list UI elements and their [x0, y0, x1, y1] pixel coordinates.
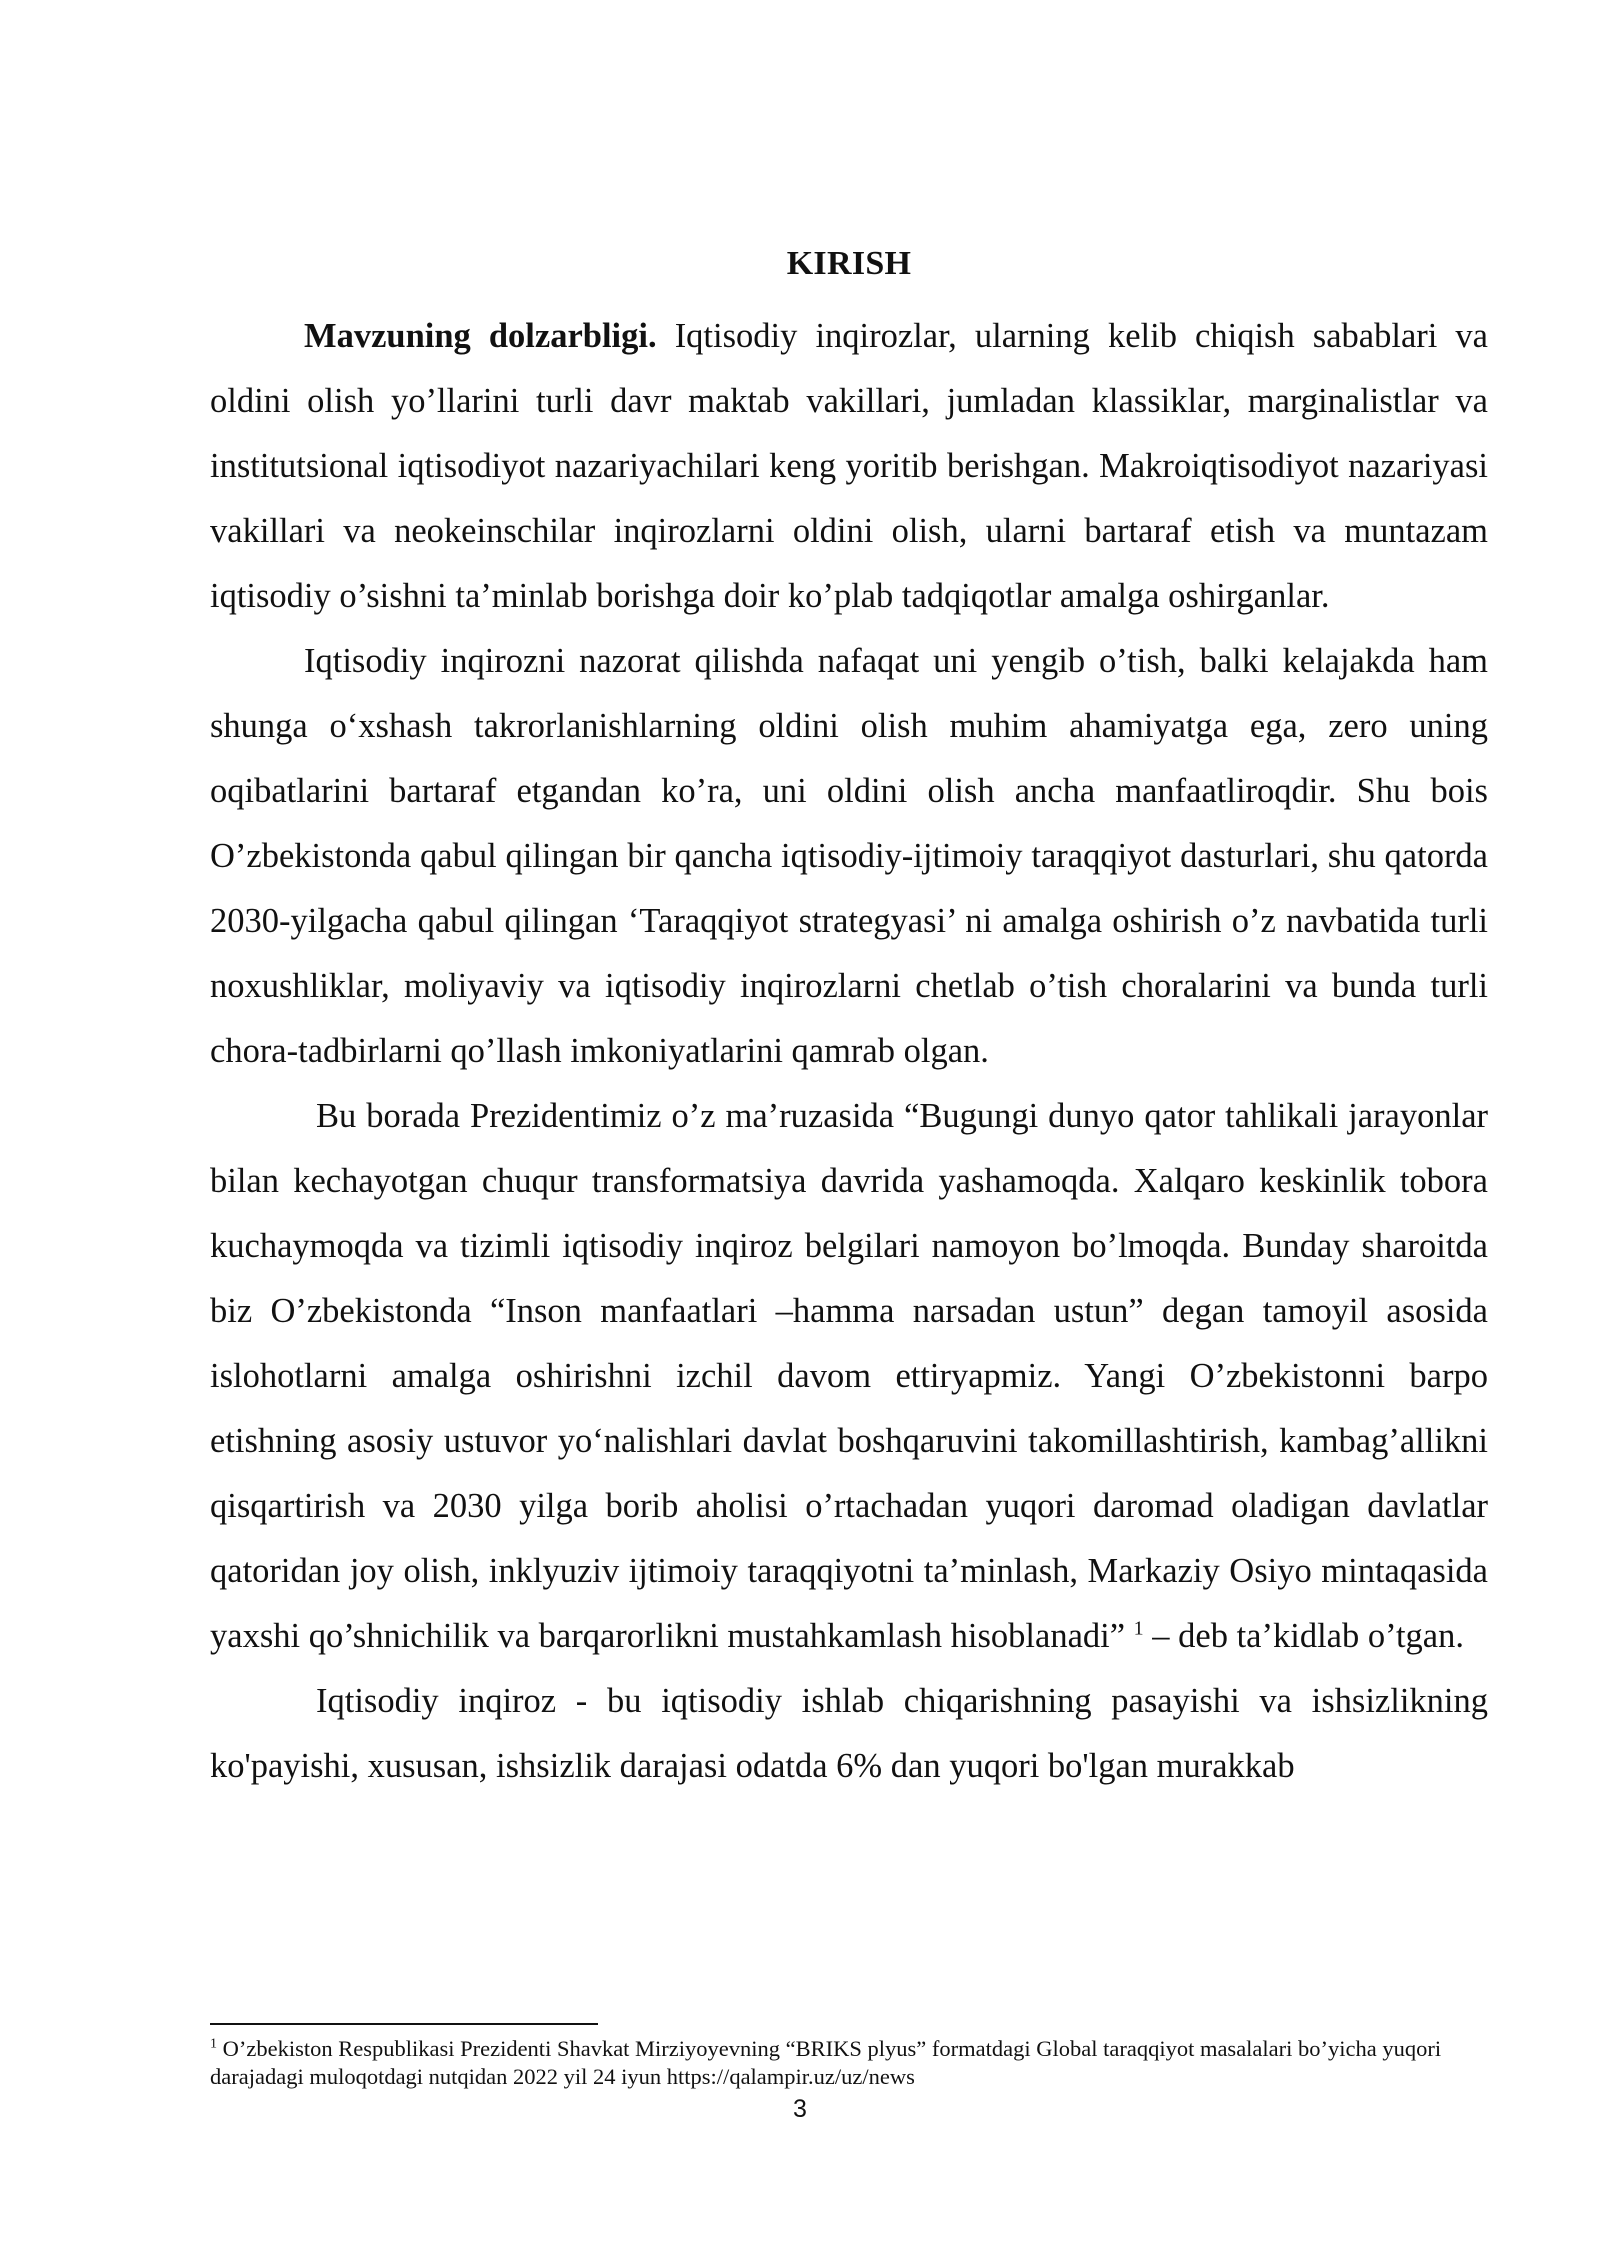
footnote-marker: 1 — [210, 2036, 217, 2052]
page-number: 3 — [793, 2095, 807, 2123]
paragraph-relevance — [210, 304, 1488, 629]
footnote-separator — [210, 2023, 598, 2025]
paragraph-lead-heading: Mavzuning dolzarbligi. — [304, 317, 657, 355]
paragraph-crisis-definition: Iqtisodiy inqiroz - bu iqtisodiy ishlab chiqarishning pasayishi va ishsizlikning ko'payishi, xususan, ishsizlik darajasi odatda 6% dan yuqori bo'lgan murakkab — [210, 1682, 1488, 1785]
footnote-text: O’zbekiston Respublikasi Prezidenti Shavkat Mirziyoyevning “BRIKS plyus” formatdagi Global taraqqiyot masalalari bo’yicha yuqori darajadagi muloqotdagi nutqidan 2022 yil 24 iyun https://qalampir.uz/uz/news — [210, 2036, 1442, 2089]
paragraph-crisis-control: Iqtisodiy inqirozni nazorat qilishda nafaqat uni yengib o’tish, balki kelajakda ham shunga oʻxshash takrorlanishlarning oldini olish muhim ahamiyatga ega, zero uning oqibatlarini bartaraf etgandan ko’ra, uni oldini olish ancha manfaatliroqdir. Shu bois O’zbekistonda qabul qilingan bir qancha iqtisodiy-ijtimoiy taraqqiyot dasturlari, shu qatorda 2030-yilgacha qabul qilingan ‘Taraqqiyot strategyasi’ ni amalga oshirish o’z navbatida turli noxushliklar, moliyaviy va iqtisodiy inqirozlarni chetlab o’tish choralarini va bunda turli chora-tadbirlarni qo’llash imkoniyatlarini qamrab olgan. — [210, 642, 1488, 1070]
footnote-reference: 1 — [1133, 1617, 1144, 1640]
footnote — [210, 2035, 1490, 2091]
paragraph-relevance-text: Iqtisodiy inqirozlar, ularning kelib chiqish sabablari va oldini olish yo’llarini turli davr maktab vakillari, jumladan klassiklar, marginalistlar va institutsional iqtisodiyot nazariyachilari keng yoritib berishgan. Makroiqtisodiyot nazariyasi vakillari va neokeinschilar inqirozlarni oldini olish, ularni bartaraf etish va muntazam iqtisodiy o’sishni ta’minlab borishga doir ko’plab tadqiqotlar amalga oshirganlar. — [210, 317, 1488, 615]
page-body — [210, 240, 1488, 1799]
paragraph-president-quote — [210, 1084, 1488, 1669]
paragraph-president-quote-tail: – deb ta’kidlab o’tgan. — [1143, 1617, 1464, 1655]
section-title: KIRISH — [786, 245, 912, 282]
paragraph-president-quote-text: Bu borada Prezidentimiz o’z ma’ruzasida “Bugungi dunyo qator tahlikali jarayonlar bilan kechayotgan chuqur transformatsiya davrida yashamoqda. Xalqaro keskinlik tobora kuchaymoqda va tizimli iqtisodiy inqiroz belgilari namoyon bo’lmoqda. Bunday sharoitda biz O’zbekistonda “Inson manfaatlari –hamma narsadan ustun” degan tamoyil asosida islohotlarni amalga oshirishni izchil davom ettiryapmiz. Yangi O’zbekistonni barpo etishning asosiy ustuvor yoʻnalishlari davlat boshqaruvini takomillashtirish, kambag’allikni qisqartirish va 2030 yilga borib aholisi o’rtachadan yuqori daromad oladigan davlatlar qatoridan joy olish, inklyuziv ijtimoiy taraqqiyotni ta’minlash, Markaziy Osiyo mintaqasida yaxshi qo’shnichilik va barqarorlikni mustahkamlash hisoblanadi” — [210, 1097, 1488, 1655]
